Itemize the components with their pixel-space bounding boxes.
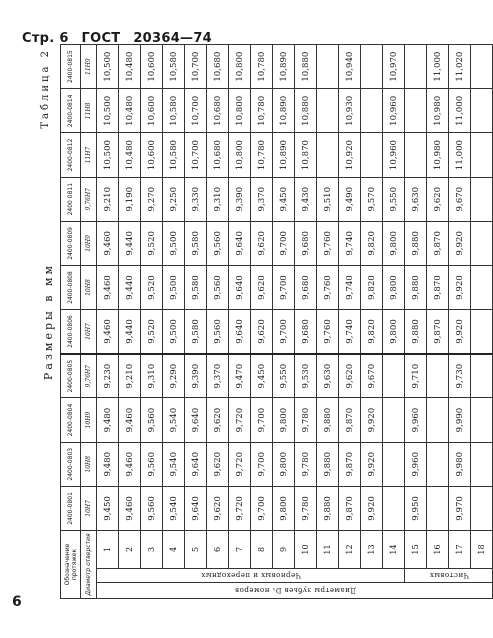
column-tolerance: 9,76H7 (81, 354, 97, 398)
row-number: 17 (449, 530, 471, 568)
table-cell: 10,500 (97, 45, 119, 89)
table-cell: 10,880 (295, 45, 317, 89)
column-code: 2400-0814 (61, 89, 81, 133)
row-number: 16 (427, 530, 449, 568)
table-cell: 9,450 (251, 354, 273, 398)
column-code: 2400 0811 (61, 177, 81, 221)
table-row (295, 45, 317, 599)
row-number: 18 (471, 530, 493, 568)
table-cell: 9,800 (383, 265, 405, 309)
column-code: 2400-0805 (61, 354, 81, 398)
table-cell: 9,560 (141, 398, 163, 442)
table-cell: 9,730 (449, 354, 471, 398)
table-cell: 10,500 (97, 89, 119, 133)
column-tolerance: 11H7 (81, 133, 97, 177)
page-number: 6 (12, 594, 22, 610)
table-cell: 9,640 (229, 265, 251, 309)
table-cell: 9,460 (97, 265, 119, 309)
table-cell: 9,370 (251, 177, 273, 221)
table-cell (361, 45, 383, 89)
table-cell (471, 265, 493, 309)
group-label-notched: Черновых и переходных (97, 569, 405, 583)
table-cell: 9,720 (229, 398, 251, 442)
table-cell: 9,960 (405, 398, 427, 442)
table-cell (427, 486, 449, 530)
table-cell: 9,460 (119, 486, 141, 530)
column-code: 2400-0803 (61, 442, 81, 486)
table-cell: 9,450 (273, 177, 295, 221)
table-cell (471, 486, 493, 530)
table-cell: 10,780 (251, 45, 273, 89)
table-cell: 9,870 (427, 221, 449, 265)
table-cell: 9,700 (251, 442, 273, 486)
table-cell (383, 486, 405, 530)
table-cell: 9,920 (449, 265, 471, 309)
header-row-tolerances (81, 45, 97, 599)
table-cell: 9,870 (339, 442, 361, 486)
table-row (471, 45, 493, 599)
table-cell: 10,780 (251, 133, 273, 177)
table-cell: 10,980 (427, 89, 449, 133)
row-number: 5 (185, 530, 207, 568)
table-cell: 9,540 (163, 398, 185, 442)
units-caption: Размеры в мм (42, 262, 55, 381)
table-cell: 9,680 (295, 310, 317, 354)
table-row (251, 45, 273, 599)
table-cell: 9,780 (295, 442, 317, 486)
row-number: 9 (273, 530, 295, 568)
table-cell: 9,800 (383, 221, 405, 265)
row-number: 7 (229, 530, 251, 568)
column-tolerance: 11H8 (81, 89, 97, 133)
table-cell: 10,800 (229, 45, 251, 89)
table-cell: 9,740 (339, 221, 361, 265)
table-cell: 9,720 (229, 486, 251, 530)
table-cell (383, 442, 405, 486)
table-row (163, 45, 185, 599)
rotated-table (38, 44, 486, 599)
row-number: 8 (251, 530, 273, 568)
table-cell: 9,710 (405, 354, 427, 398)
table-cell: 9,970 (449, 486, 471, 530)
table-cell (317, 133, 339, 177)
row-number: 13 (361, 530, 383, 568)
row-number: 11 (317, 530, 339, 568)
table-row (207, 45, 229, 599)
table-cell: 10,580 (163, 45, 185, 89)
table-cell: 9,640 (185, 442, 207, 486)
table-cell: 10,780 (251, 89, 273, 133)
table-cell (361, 89, 383, 133)
table-cell: 9,990 (449, 398, 471, 442)
row-number: 15 (405, 530, 427, 568)
table-cell: 10,480 (119, 133, 141, 177)
table-cell: 9,560 (141, 442, 163, 486)
table-cell: 10,930 (339, 89, 361, 133)
table-cell: 10,800 (229, 133, 251, 177)
table-cell: 11,020 (449, 45, 471, 89)
table-cell: 9,820 (361, 310, 383, 354)
table-cell: 9,670 (449, 177, 471, 221)
table-cell: 9,530 (295, 354, 317, 398)
table-cell: 9,880 (317, 442, 339, 486)
table-row (317, 45, 339, 599)
table-cell (405, 133, 427, 177)
table-cell: 9,720 (229, 442, 251, 486)
table-row (229, 45, 251, 599)
table-cell: 11,000 (427, 45, 449, 89)
table-cell: 9,310 (141, 354, 163, 398)
table-cell: 9,550 (383, 177, 405, 221)
table-cell: 9,460 (119, 442, 141, 486)
table-cell: 9,520 (141, 221, 163, 265)
table-cell: 9,880 (405, 221, 427, 265)
table-cell: 9,630 (317, 354, 339, 398)
table-cell: 9,920 (361, 486, 383, 530)
table-row (185, 45, 207, 599)
table-cell: 9,800 (383, 310, 405, 354)
table-cell: 9,870 (339, 398, 361, 442)
table-cell (317, 45, 339, 89)
table-cell (361, 133, 383, 177)
row-number: 14 (383, 530, 405, 568)
table-cell: 9,500 (163, 221, 185, 265)
table-cell: 10,800 (229, 89, 251, 133)
table-cell: 9,920 (361, 442, 383, 486)
table-row (383, 45, 405, 599)
table-cell: 9,500 (163, 310, 185, 354)
table-cell (471, 310, 493, 354)
table-cell (383, 398, 405, 442)
table-cell (427, 354, 449, 398)
header-page-label: Стр. 6 (22, 31, 69, 46)
table-cell: 10,890 (273, 45, 295, 89)
table-cell: 10,500 (97, 133, 119, 177)
table-cell: 9,580 (185, 265, 207, 309)
table-cell (317, 89, 339, 133)
table-cell: 9,800 (273, 486, 295, 530)
table-cell: 9,780 (295, 486, 317, 530)
row-number: 2 (119, 530, 141, 568)
table-row (405, 45, 427, 599)
table-cell: 9,920 (449, 221, 471, 265)
table-cell: 9,560 (207, 265, 229, 309)
table-cell: 9,270 (141, 177, 163, 221)
row-number: 4 (163, 530, 185, 568)
table-cell: 9,700 (251, 486, 273, 530)
column-code: 2400-0804 (61, 398, 81, 442)
table-cell (471, 45, 493, 89)
table-cell: 9,960 (405, 442, 427, 486)
table-row (97, 45, 119, 599)
table-cell: 9,210 (97, 177, 119, 221)
column-tolerance: 10H7 (81, 486, 97, 530)
table-cell: 9,290 (163, 354, 185, 398)
table-cell: 9,820 (361, 265, 383, 309)
table-cell: 10,600 (141, 45, 163, 89)
table-cell: 10,970 (383, 45, 405, 89)
column-code: 2400-0809 (61, 221, 81, 265)
table-cell: 9,620 (207, 486, 229, 530)
row-group-title: Диаметры зубьев D₁ номеров (97, 583, 493, 599)
table-cell (427, 398, 449, 442)
column-tolerance: 10H8 (81, 442, 97, 486)
group-label-finishing: Чистовых (405, 569, 493, 583)
table-cell: 9,470 (229, 354, 251, 398)
table-cell: 9,570 (361, 177, 383, 221)
table-row (119, 45, 141, 599)
table-cell: 9,520 (141, 310, 163, 354)
table-cell: 9,820 (361, 221, 383, 265)
table-cell: 9,540 (163, 486, 185, 530)
table-cell: 9,620 (251, 310, 273, 354)
table-cell: 9,430 (295, 177, 317, 221)
table-cell: 10,480 (119, 89, 141, 133)
table-cell: 9,620 (339, 354, 361, 398)
table-cell: 9,880 (405, 265, 427, 309)
dimensions-table (60, 44, 493, 599)
table-cell: 9,620 (427, 177, 449, 221)
table-cell: 9,370 (207, 354, 229, 398)
table-cell: 9,640 (185, 398, 207, 442)
table-cell (471, 89, 493, 133)
table-row (141, 45, 163, 599)
table-cell: 10,680 (207, 45, 229, 89)
table-cell: 9,580 (185, 310, 207, 354)
row-number: 1 (97, 530, 119, 568)
table-cell: 9,190 (119, 177, 141, 221)
column-tolerance: 10H7 (81, 310, 97, 354)
column-code: 2400-0808 (61, 265, 81, 309)
table-cell: 9,490 (339, 177, 361, 221)
table-cell: 9,230 (97, 354, 119, 398)
table-cell: 9,390 (229, 177, 251, 221)
table-cell (383, 354, 405, 398)
table-cell: 9,330 (185, 177, 207, 221)
table-cell: 9,250 (163, 177, 185, 221)
table-cell: 9,500 (163, 265, 185, 309)
hole-diameter-header: Диаметр отверстия (81, 530, 97, 598)
table-cell: 10,960 (383, 133, 405, 177)
table-cell: 10,580 (163, 89, 185, 133)
table-cell: 9,700 (251, 398, 273, 442)
table-cell: 9,560 (207, 310, 229, 354)
table-cell: 9,640 (229, 310, 251, 354)
table-cell: 11,000 (449, 133, 471, 177)
column-tolerance: 9,76H7 (81, 177, 97, 221)
table-cell (427, 442, 449, 486)
designation-header: Обозначение протяжек (61, 530, 81, 598)
table-row (273, 45, 295, 599)
table-cell: 9,760 (317, 265, 339, 309)
table-row (427, 45, 449, 599)
table-cell: 9,460 (97, 310, 119, 354)
table-cell: 9,460 (97, 221, 119, 265)
table-cell: 9,560 (141, 486, 163, 530)
table-cell: 9,740 (339, 310, 361, 354)
table-row (361, 45, 383, 599)
table-cell: 9,740 (339, 265, 361, 309)
row-number: 6 (207, 530, 229, 568)
table-cell: 9,640 (185, 486, 207, 530)
table-cell: 9,870 (427, 310, 449, 354)
column-code: 2400-0812 (61, 133, 81, 177)
table-cell (405, 45, 427, 89)
row-number: 10 (295, 530, 317, 568)
table-cell: 9,310 (207, 177, 229, 221)
table-cell: 9,780 (295, 398, 317, 442)
table-cell: 9,760 (317, 221, 339, 265)
table-cell: 9,540 (163, 442, 185, 486)
table-cell: 10,920 (339, 133, 361, 177)
table-cell: 10,680 (207, 133, 229, 177)
table-cell: 9,880 (317, 398, 339, 442)
table-cell: 9,700 (273, 221, 295, 265)
table-cell: 9,800 (273, 398, 295, 442)
table-cell: 9,620 (251, 265, 273, 309)
table-cell: 10,600 (141, 89, 163, 133)
table-cell: 10,700 (185, 45, 207, 89)
table-cell: 9,640 (229, 221, 251, 265)
table-cell: 9,880 (405, 310, 427, 354)
table-cell: 9,700 (273, 310, 295, 354)
table-cell: 9,560 (207, 221, 229, 265)
table-cell: 9,870 (427, 265, 449, 309)
table-cell: 9,480 (97, 398, 119, 442)
table-cell: 9,800 (273, 442, 295, 486)
table-cell: 10,960 (383, 89, 405, 133)
table-cell: 9,480 (97, 442, 119, 486)
table-cell (471, 354, 493, 398)
table-cell: 9,760 (317, 310, 339, 354)
table-cell: 10,600 (141, 133, 163, 177)
table-cell: 9,680 (295, 265, 317, 309)
table-cell: 9,550 (273, 354, 295, 398)
table-cell: 10,890 (273, 89, 295, 133)
table-cell: 9,510 (317, 177, 339, 221)
table-cell: 9,450 (97, 486, 119, 530)
table-cell: 10,880 (295, 89, 317, 133)
column-tolerance: 11H9 (81, 45, 97, 89)
table-cell: 9,390 (185, 354, 207, 398)
table-cell: 10,700 (185, 133, 207, 177)
table-label: Таблица 2 (40, 48, 51, 129)
row-number: 12 (339, 530, 361, 568)
column-code: 2400-0815 (61, 45, 81, 89)
table-cell: 11,000 (449, 89, 471, 133)
table-cell: 9,620 (207, 442, 229, 486)
table-cell: 10,870 (295, 133, 317, 177)
table-cell (405, 89, 427, 133)
table-cell: 9,670 (361, 354, 383, 398)
rotated-table-area (38, 44, 486, 599)
table-cell (471, 398, 493, 442)
table-cell (471, 221, 493, 265)
table-cell: 9,210 (119, 354, 141, 398)
table-cell: 9,920 (449, 310, 471, 354)
table-cell: 9,440 (119, 265, 141, 309)
table-cell: 10,980 (427, 133, 449, 177)
header-row-codes (61, 45, 81, 599)
table-cell: 9,950 (405, 486, 427, 530)
table-cell: 9,620 (251, 221, 273, 265)
table-cell: 9,520 (141, 265, 163, 309)
column-tolerance: 10H9 (81, 398, 97, 442)
table-cell: 10,890 (273, 133, 295, 177)
table-cell: 9,870 (339, 486, 361, 530)
table-cell: 9,680 (295, 221, 317, 265)
table-cell (471, 133, 493, 177)
table-cell: 9,880 (317, 486, 339, 530)
table-cell: 10,580 (163, 133, 185, 177)
table-cell: 9,580 (185, 221, 207, 265)
table-row (339, 45, 361, 599)
table-cell: 9,700 (273, 265, 295, 309)
table-cell: 9,620 (207, 398, 229, 442)
table-cell: 9,630 (405, 177, 427, 221)
header-standard-number: 20364—74 (133, 31, 213, 46)
table-cell: 10,480 (119, 45, 141, 89)
table-cell: 10,940 (339, 45, 361, 89)
table-cell: 9,440 (119, 310, 141, 354)
row-number: 3 (141, 530, 163, 568)
table-cell: 10,680 (207, 89, 229, 133)
table-cell: 10,700 (185, 89, 207, 133)
table-cell (471, 177, 493, 221)
table-cell: 9,440 (119, 221, 141, 265)
table-cell: 9,980 (449, 442, 471, 486)
header-standard: ГОСТ (81, 31, 121, 46)
table-cell: 9,920 (361, 398, 383, 442)
column-code: 2400-0806 (61, 310, 81, 354)
column-code: 2400-0801 (61, 486, 81, 530)
column-tolerance: 10H8 (81, 265, 97, 309)
table-cell (471, 442, 493, 486)
column-tolerance: 10H9 (81, 221, 97, 265)
table-row (449, 45, 471, 599)
table-cell: 9,460 (119, 398, 141, 442)
